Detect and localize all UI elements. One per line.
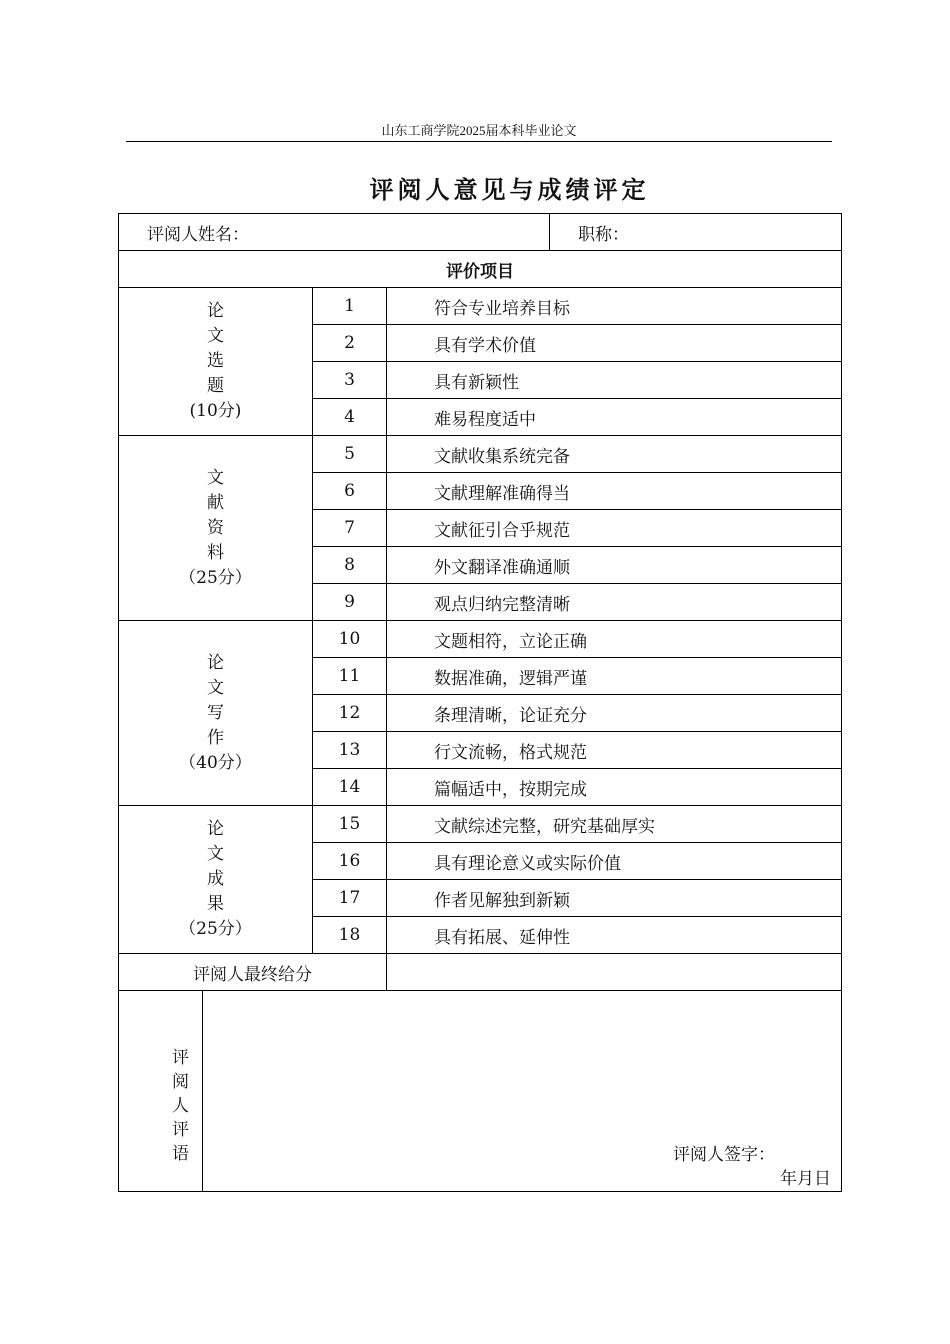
group-label-char: 作: [207, 727, 224, 748]
table-row: [119, 621, 842, 658]
item-text: 具有新颖性: [387, 362, 842, 399]
item-number: 9: [313, 584, 387, 621]
table-row: [119, 436, 842, 473]
reviewer-name-label: 评阅人姓名：: [147, 224, 249, 245]
item-text: 观点归纳完整清晰: [387, 584, 842, 621]
item-number: 13: [313, 732, 387, 769]
group-label-char: 资: [207, 517, 224, 538]
group-label: [119, 436, 313, 621]
comments-label-char: 人: [172, 1096, 189, 1116]
group-label-char: 论: [207, 301, 224, 321]
item-number: 7: [313, 510, 387, 547]
group-label-char: 文: [207, 844, 224, 864]
item-number: 11: [313, 658, 387, 695]
item-number: 17: [313, 880, 387, 917]
group-score: (10分): [189, 401, 242, 421]
item-text: 文献综述完整，研究基础厚实: [387, 806, 842, 843]
group-score: （25分）: [179, 919, 252, 939]
group-label-char: 料: [207, 542, 224, 563]
item-text: 难易程度适中: [387, 399, 842, 436]
item-number: 5: [313, 436, 387, 473]
comments-label-char: 阅: [172, 1072, 189, 1092]
item-text: 篇幅适中，按期完成: [387, 769, 842, 806]
item-number: 2: [313, 325, 387, 362]
comments-label-char: 评: [172, 1048, 189, 1068]
item-text: 符合专业培养目标: [387, 288, 842, 325]
item-text: 具有理论意义或实际价值: [387, 843, 842, 880]
item-number: 8: [313, 547, 387, 584]
section-header: 评价项目: [119, 251, 842, 288]
item-text: 作者见解独到新颖: [387, 880, 842, 917]
item-text: 文题相符，立论正确: [387, 621, 842, 658]
group-label-char: 成: [207, 869, 224, 889]
comments-label-char: 语: [172, 1144, 189, 1164]
item-number: 10: [313, 621, 387, 658]
table-row: [119, 806, 842, 843]
reviewer-title-field[interactable]: [550, 214, 842, 251]
group-label-char: 题: [207, 376, 224, 396]
item-number: 14: [313, 769, 387, 806]
group-label-char: 论: [207, 819, 224, 839]
group-label-char: 果: [207, 894, 224, 914]
item-text: 数据准确，逻辑严谨: [387, 658, 842, 695]
group-label: [119, 621, 313, 806]
item-text: 具有学术价值: [387, 325, 842, 362]
item-text: 条理清晰，论证充分: [387, 695, 842, 732]
group-label-char: 论: [207, 652, 224, 673]
item-text: 文献收集系统完备: [387, 436, 842, 473]
item-number: 4: [313, 399, 387, 436]
final-score-label: 评阅人最终给分: [119, 954, 387, 991]
group-label-char: 文: [207, 326, 224, 346]
comments-field[interactable]: [203, 991, 842, 1192]
group-label-char: 写: [207, 702, 224, 723]
group-label: [119, 288, 313, 436]
item-text: 具有拓展、延伸性: [387, 917, 842, 954]
item-number: 12: [313, 695, 387, 732]
group-score: （25分）: [179, 567, 252, 588]
item-text: 行文流畅，格式规范: [387, 732, 842, 769]
page-title: 评阅人意见与成绩评定: [369, 175, 650, 204]
signature-label: 评阅人签字：: [673, 1145, 775, 1165]
item-text: 文献理解准确得当: [387, 473, 842, 510]
item-text: 外文翻译准确通顺: [387, 547, 842, 584]
item-number: 6: [313, 473, 387, 510]
group-label-char: 文: [207, 467, 224, 488]
table-row: [119, 288, 842, 325]
group-label: [119, 806, 313, 954]
group-label-char: 选: [207, 351, 224, 371]
page-header: 山东工商学院2025届本科毕业论文: [381, 123, 577, 138]
group-label-char: 献: [207, 492, 224, 513]
reviewer-name-field[interactable]: [119, 214, 550, 251]
date-label: 年月日: [780, 1169, 831, 1189]
item-text: 文献征引合乎规范: [387, 510, 842, 547]
item-number: 3: [313, 362, 387, 399]
comments-label: [119, 991, 203, 1192]
comments-label-char: 评: [172, 1120, 189, 1140]
reviewer-title-label: 职称：: [578, 224, 629, 245]
group-score: （40分）: [179, 752, 252, 773]
item-number: 1: [313, 288, 387, 325]
header-divider: [126, 141, 832, 142]
group-label-char: 文: [207, 677, 224, 698]
evaluation-table: [118, 213, 842, 1192]
item-number: 18: [313, 917, 387, 954]
final-score-field[interactable]: [387, 954, 842, 991]
item-number: 15: [313, 806, 387, 843]
item-number: 16: [313, 843, 387, 880]
